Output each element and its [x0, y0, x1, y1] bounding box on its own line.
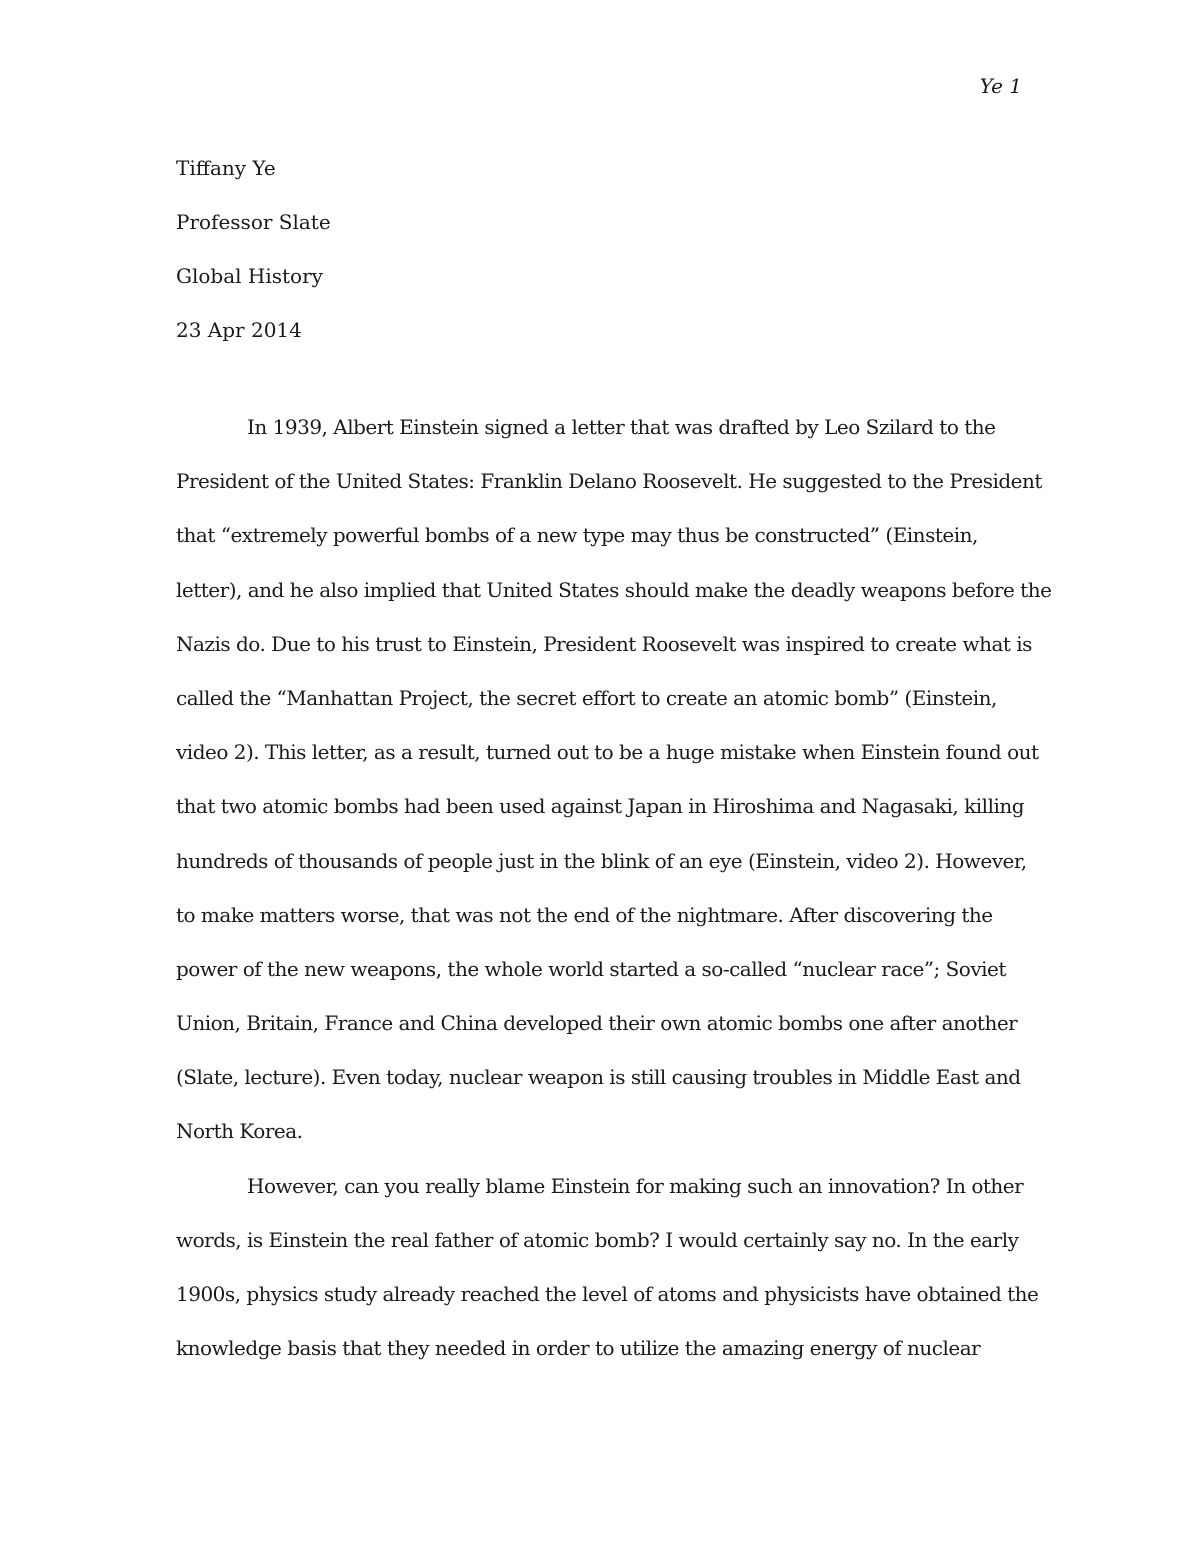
paragraph-1-line: Nazis do. Due to his trust to Einstein, President Roosevelt was inspired to create what is: [176, 631, 1032, 656]
paragraph-1-line: called the “Manhattan Project, the secret effort to create an atomic bomb” (Einstein,: [176, 685, 997, 710]
paragraph-1-line: power of the new weapons, the whole world started a so-called “nuclear race”; Soviet: [176, 956, 1006, 981]
paragraph-1-line: that “extremely powerful bombs of a new type may thus be constructed” (Einstein,: [176, 523, 978, 548]
running-head: Ye 1: [979, 74, 1022, 98]
author-name: Tiffany Ye: [176, 156, 276, 180]
date: 23 Apr 2014: [176, 318, 302, 342]
course-name: Global History: [176, 264, 323, 288]
paragraph-1-line: that two atomic bombs had been used against Japan in Hiroshima and Nagasaki, killing: [176, 794, 1025, 819]
paragraph-2-line: However, can you really blame Einstein for making such an innovation? In other: [247, 1173, 1024, 1198]
professor-name: Professor Slate: [176, 210, 331, 234]
paragraph-1-line: letter), and he also implied that United States should make the deadly weapons before the: [176, 577, 1052, 602]
paragraph-1-line: Union, Britain, France and China developed their own atomic bombs one after another: [176, 1011, 1018, 1036]
paragraph-1-line: North Korea.: [176, 1119, 303, 1144]
paragraph-1-line: video 2). This letter, as a result, turned out to be a huge mistake when Einstein found out: [176, 740, 1039, 765]
paragraph-1-line: (Slate, lecture). Even today, nuclear weapon is still causing troubles in Middle East and: [176, 1065, 1021, 1090]
paragraph-1-line: In 1939, Albert Einstein signed a letter that was drafted by Leo Szilard to the: [247, 415, 996, 439]
essay-body: [176, 400, 1052, 1375]
paragraph-2-line: 1900s, physics study already reached the level of atoms and physicists have obtained the: [176, 1282, 1039, 1306]
paragraph-1-line: President of the United States: Franklin Delano Roosevelt. He suggested to the President: [176, 469, 1042, 494]
paragraph-1-line: hundreds of thousands of people just in the blink of an eye (Einstein, video 2). However,: [176, 848, 1027, 873]
paragraph-2-line: words, is Einstein the real father of atomic bomb? I would certainly say no. In the early: [176, 1227, 1019, 1252]
paragraph-2-line: knowledge basis that they needed in order to utilize the amazing energy of nuclear: [176, 1336, 981, 1361]
paragraph-1-line: to make matters worse, that was not the end of the nightmare. After discovering the: [176, 902, 993, 927]
mla-heading: [176, 141, 1026, 357]
